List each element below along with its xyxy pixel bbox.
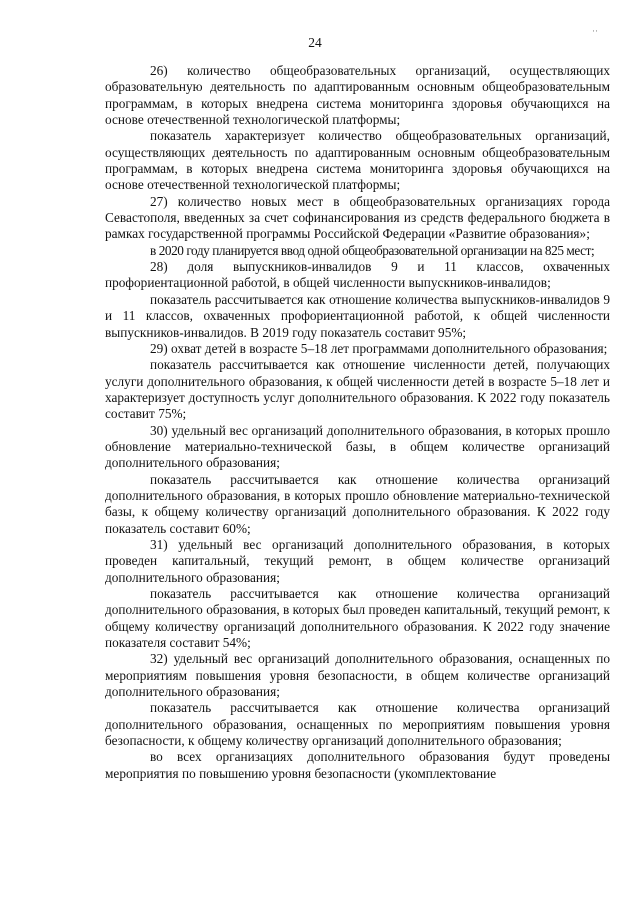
paragraph-28: 28) доля выпускников-инвалидов 9 и 11 классов, охваченных профориентационной работой, в общей численности выпускников-инвалидов;: [105, 259, 610, 291]
paragraph-26: 26) количество общеобразовательных организаций, осуществляющих образовательную деятельность по адаптированным основным общеобразовательным программам, в которых внедрена система мониторинга здоровья обучающихся на основе отечественной технологической платформы;: [105, 63, 610, 128]
paragraph-31-description: показатель рассчитывается как отношение количества организаций дополнительного образования, в которых был проведен капитальный, текущий ремонт, к общему количеству организаций дополнительного образования. К 2022 году значение показателя составит 54%;: [105, 586, 610, 651]
paragraph-28-description: показатель рассчитывается как отношение количества выпускников-инвалидов 9 и 11 классов, охваченных профориентационной работой, к общей численности выпускников-инвалидов. В 2019 году показатель составит 95%;: [105, 291, 610, 340]
scan-mark: ··: [592, 26, 598, 36]
paragraph-27: 27) количество новых мест в общеобразовательных организациях города Севастополя, введенных за счет софинансирования из средств федерального бюджета в рамках государственной программы Российской Федерации «Развитие образования»;: [105, 193, 610, 242]
paragraph-29-description: показатель рассчитывается как отношение численности детей, получающих услуги дополнительного образования, к общей численности детей в возрасте 5–18 лет и характеризует доступность услуг дополнительного образования. К 2022 году показатель составит 75%;: [105, 357, 610, 422]
paragraph-26-description: показатель характеризует количество общеобразовательных организаций, осуществляющих деятельность по адаптированным основным общеобразовательным программам, в которых внедрена система мониторинга здоровья обучающихся на основе отечественной технологической платформы;: [105, 128, 610, 193]
paragraph-29: 29) охват детей в возрасте 5–18 лет программами дополнительного образования;: [150, 340, 608, 356]
page-number: 24: [308, 35, 322, 50]
paragraph-32-measures: во всех организациях дополнительного образования будут проведены мероприятия по повышению уровня безопасности (укомплектование: [105, 749, 610, 781]
paragraph-27-plan: в 2020 году планируется ввод одной общеобразовательной организации на 825 мест;: [150, 242, 595, 258]
paragraph-30: 30) удельный вес организаций дополнительного образования, в которых прошло обновление материально-технической базы, в общем количестве организаций дополнительного образования;: [105, 422, 610, 471]
paragraph-32: 32) удельный вес организаций дополнительного образования, оснащенных по мероприятиям повышения уровня безопасности, в общем количестве организаций дополнительного образования;: [105, 651, 610, 700]
paragraph-30-description: показатель рассчитывается как отношение количества организаций дополнительного образования, в которых прошло обновление материально-технической базы, к общему количеству организаций дополнительного образования. К 2022 году показатель составит 60%;: [105, 471, 610, 536]
document-body: [105, 63, 610, 782]
paragraph-32-description: показатель рассчитывается как отношение количества организаций дополнительного образования, оснащенных по мероприятиям повышения уровня безопасности, к общему количеству организаций дополнительного образования;: [105, 700, 610, 749]
paragraph-31: 31) удельный вес организаций дополнительного образования, в которых проведен капитальный, текущий ремонт, в общем количестве организаций дополнительного образования;: [105, 536, 610, 585]
